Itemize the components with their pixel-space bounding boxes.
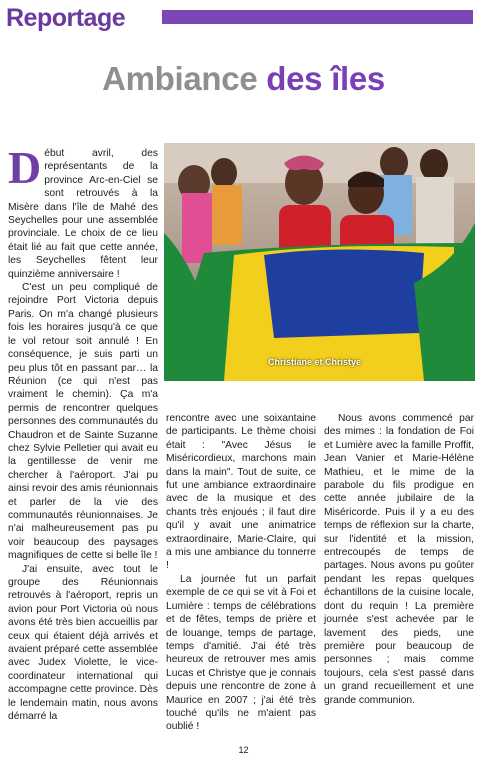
column-3 [324,412,474,707]
paragraph: Nous avons commencé par des mimes : la fondation de Foi et Lumière avec la famille Proffit, Jean Vanier et Marie-Hélène Mathieu, et le mime de la parabole du fils prodigue en cette année jubilaire de la Miséricorde. Puis il y a eu des temps de réflexion sur la charte, sur l'identité et la mission, entrecoupés de temps de partages. Nous avons pu goûter pendant les repas quelques échantillons de la cuisine locale, dont du requin ! La première journée s'est achevée par le lavement des pieds, une première pour beaucoup de personnes ; mais comme toujours, cela s'est passé dans un grand recueillement et une grande communion. [324,413,474,706]
photo-caption: Christiane et Christye [268,357,362,367]
page-number: 12 [238,745,249,755]
drop-cap: D [8,142,42,193]
column-2 [166,412,316,734]
header-bar [162,10,473,24]
section-label: Reportage [6,4,126,32]
title-part-2: des îles [266,60,385,97]
paragraph: J'ai ensuite, avec tout le groupe des Réunionnais retrouvés à l'aéroport, repris un avion pour Port Victoria où nous avons été très bien accueillis par ceux qui étaient déjà arrivés et avaient préparé cette assemblée avec Judex Violette, le vice-coordinateur international qui accompagne cette province. Dès le lendemain matin, nous avons démarré la [8,563,158,723]
photo-illustration [164,143,475,381]
paragraph-intro [8,142,158,281]
paragraph: rencontre avec une soixantaine de participants. Le thème choisi était : "Avec Jésus le Miséricordieux, marchons main dans la main". Tout de suite, ce fut une ambiance extraordinaire avec de la musique et des chants très enjoués ; il faut dire qu'il y avait une animatrice extraordinaire, Marie-Claire, qui a mis une ambiance du tonnerre ! [166,413,316,572]
paragraph: C'est un peu compliqué de rejoindre Port Victoria depuis Paris. On m'a changé plusieurs fois les horaires jusqu'à ce que le vol retour soit annulé ! En conséquence, je suis parti un peu plus tôt en passant par… la Réunion (ce qui n'est pas vraiment le chemin). Ça m'a permis de rencontrer quelques personnes des communautés du Chaudron et de Sainte Suzanne chez Sylvie Pelletier qui avait eu la gentillesse de venir me chercher à l'aéroport. J'ai pu ainsi revoir des amis réunionnais et parler de la vie des communautés réunionnaises. Je n'ai malheureusement pas pu voir beaucoup des paysages magnifiques de cette si belle île ! [8,282,158,562]
article-photo [164,143,475,381]
article-title [0,60,487,98]
intro-text: ébut avril, des représentants de la province Arc-en-Ciel se sont retrouvés à la Misère dans l'île de Mahé des Seychelles pour une assemblée provinciale. Le choix de ce lieu était lié au fait que cette année, les Seychelles fêtent leur quinzième anniversaire ! [8,148,158,280]
paragraph: La journée fut un parfait exemple de ce qui se vit à Foi et Lumière : temps de célébrations et de fêtes, temps de prière et de louange, temps de partage, temps d'amitié. J'ai été très heureux de retrouver mes amis Lucas et Christye que je connais depuis une rencontre de zone à Maurice en 2007 ; j'ai été très touché qu'ils ne m'aient pas oublié ! [166,573,316,733]
title-part-1: Ambiance [102,60,267,97]
column-1-top [8,142,158,723]
